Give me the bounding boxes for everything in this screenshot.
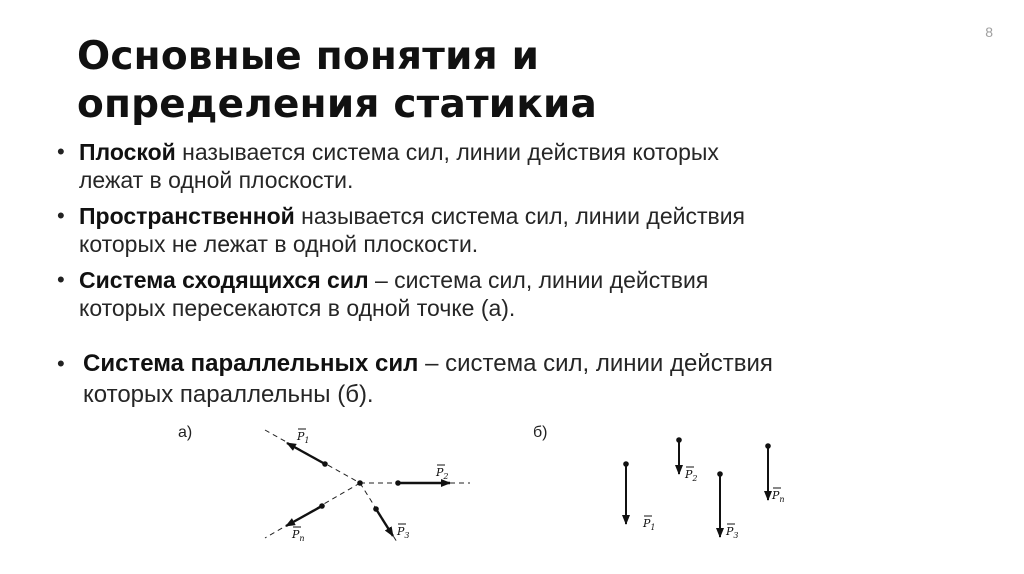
application-point [623, 461, 629, 467]
label-p2: $P_2$ [685, 468, 698, 483]
label-p3: $P_3$ [726, 525, 739, 540]
bullet-text: называется система сил, линии действия которых [175, 139, 719, 165]
bullet-concurrent-forces [57, 266, 957, 322]
bullet-text: – система сил, линии действия [418, 350, 773, 377]
application-point [322, 461, 328, 467]
figure-a-concurrent-forces-diagram [255, 420, 480, 555]
application-point [373, 506, 379, 512]
force-arrow-p3 [376, 509, 393, 536]
application-point [319, 503, 325, 509]
label-pn: $P_n$ [772, 489, 785, 504]
bullet-text-line2: лежат в одной плоскости. [79, 167, 354, 193]
label-p1: $P_1$ [297, 430, 310, 445]
bullet-text-line2: которых пересекаются в одной точке (а). [79, 295, 516, 321]
title-line-1: Основные понятия и [77, 34, 540, 79]
bullet-term: Пространственной [79, 203, 295, 229]
bullet-spatial-system [57, 202, 957, 258]
bullet-dot: • [57, 267, 65, 292]
bullet-text-line2: которых параллельны (б). [83, 381, 374, 408]
bullet-planar-system [57, 138, 957, 194]
bullet-term: Плоской [79, 139, 176, 165]
page-number: 8 [985, 24, 993, 40]
force-arrow-p1 [287, 443, 325, 464]
figure-b-parallel-forces-diagram [610, 430, 800, 550]
bullet-parallel-forces [57, 348, 957, 410]
bullet-text-line2: которых не лежат в одной плоскости. [79, 231, 479, 257]
bullet-dot: • [57, 351, 65, 376]
intersection-point [357, 480, 363, 486]
bullet-text: – система сил, линии действия [368, 267, 709, 293]
bullet-text: называется система сил, линии действия [294, 203, 746, 229]
bullet-term: Система сходящихся сил [79, 267, 369, 293]
application-point [765, 443, 771, 449]
bullet-dot: • [57, 139, 65, 164]
application-point [395, 480, 401, 486]
application-point [676, 437, 682, 443]
figure-a-label: а) [178, 424, 193, 441]
slide-title [77, 33, 937, 129]
bullet-dot: • [57, 203, 65, 228]
figure-b-label: б) [533, 424, 548, 441]
label-p3: $P_3$ [397, 525, 410, 540]
label-p2: $P_2$ [436, 466, 449, 481]
label-pn: $P_n$ [292, 528, 305, 543]
bullet-list [57, 138, 957, 410]
title-line-2: определения статикиа [77, 82, 598, 127]
bullet-term: Система параллельных сил [83, 350, 419, 377]
force-arrow-pn [286, 506, 322, 526]
application-point [717, 471, 723, 477]
label-p1: $P_1$ [643, 517, 656, 532]
